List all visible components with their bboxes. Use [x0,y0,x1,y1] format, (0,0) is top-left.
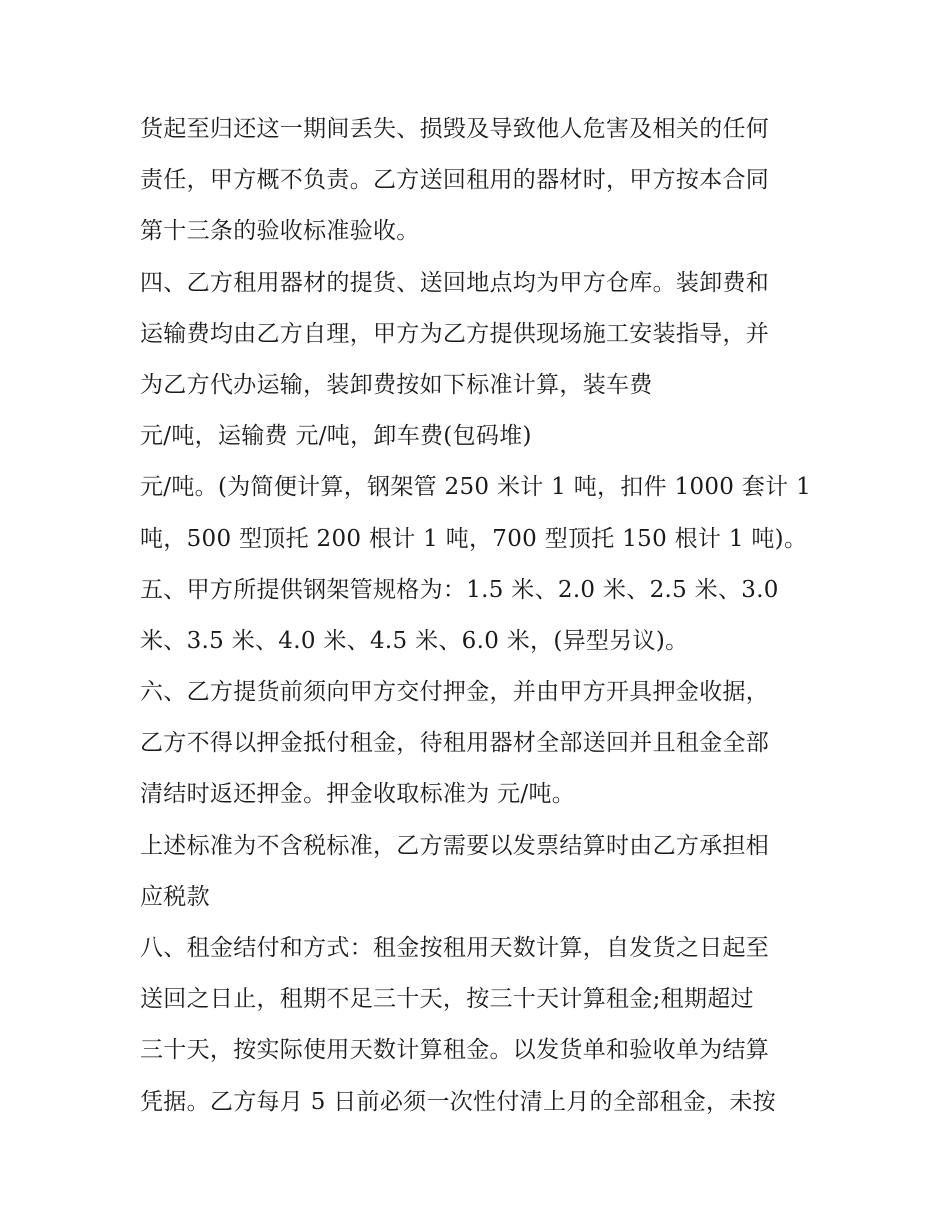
text-line: 责任，甲方概不负责。乙方送回租用的器材时，甲方按本合同 [140,167,770,194]
text-line: 乙方不得以押金抵付租金，待租用器材全部送回并且租金全部 [140,730,770,757]
text-line: 应税款 [140,883,210,910]
text-line: 送回之日止，租期不足三十天，按三十天计算租金;租期超过 [140,986,754,1013]
text-line: 为乙方代办运输，装卸费按如下标准计算，装车费 [140,371,653,398]
text-line: 运输费均由乙方自理，甲方为乙方提供现场施工安装指导，并 [140,320,770,347]
text-line: 三十天，按实际使用天数计算租金。以发货单和验收单为结算 [140,1037,770,1064]
document-body [140,104,820,1128]
text-line: 清结时返还押金。押金收取标准为 元/吨。 [140,781,576,808]
text-line: 第十三条的验收标准验收。 [140,218,420,245]
text-line: 货起至归还这一期间丢失、损毁及导致他人危害及相关的任何 [140,116,770,142]
text-line: 六、乙方提货前须向甲方交付押金，并由甲方开具押金收据， [140,679,770,706]
text-line: 五、甲方所提供钢架管规格为：1.5 米、2.0 米、2.5 米、3.0 [140,576,779,603]
text-line: 元/吨，运输费 元/吨，卸车费(包码堆) [140,423,532,450]
text-line: 凭据。乙方每月 5 日前必须一次性付清上月的全部租金，未按 [140,1088,776,1115]
text-line: 八、租金结付和方式：租金按租用天数计算，自发货之日起至 [140,935,770,961]
text-line: 米、3.5 米、4.0 米、4.5 米、6.0 米，(异型另议)。 [140,627,689,654]
text-line: 元/吨。(为简便计算，钢架管 250 米计 1 吨，扣件 1000 套计 1 [140,474,811,501]
text-line: 四、乙方租用器材的提货、送回地点均为甲方仓库。装卸费和 [140,269,770,296]
text-line: 吨，500 型顶托 200 根计 1 吨，700 型顶托 150 根计 1 吨)。 [140,525,808,552]
text-line: 上述标准为不含税标准，乙方需要以发票结算时由乙方承担相 [140,832,770,859]
